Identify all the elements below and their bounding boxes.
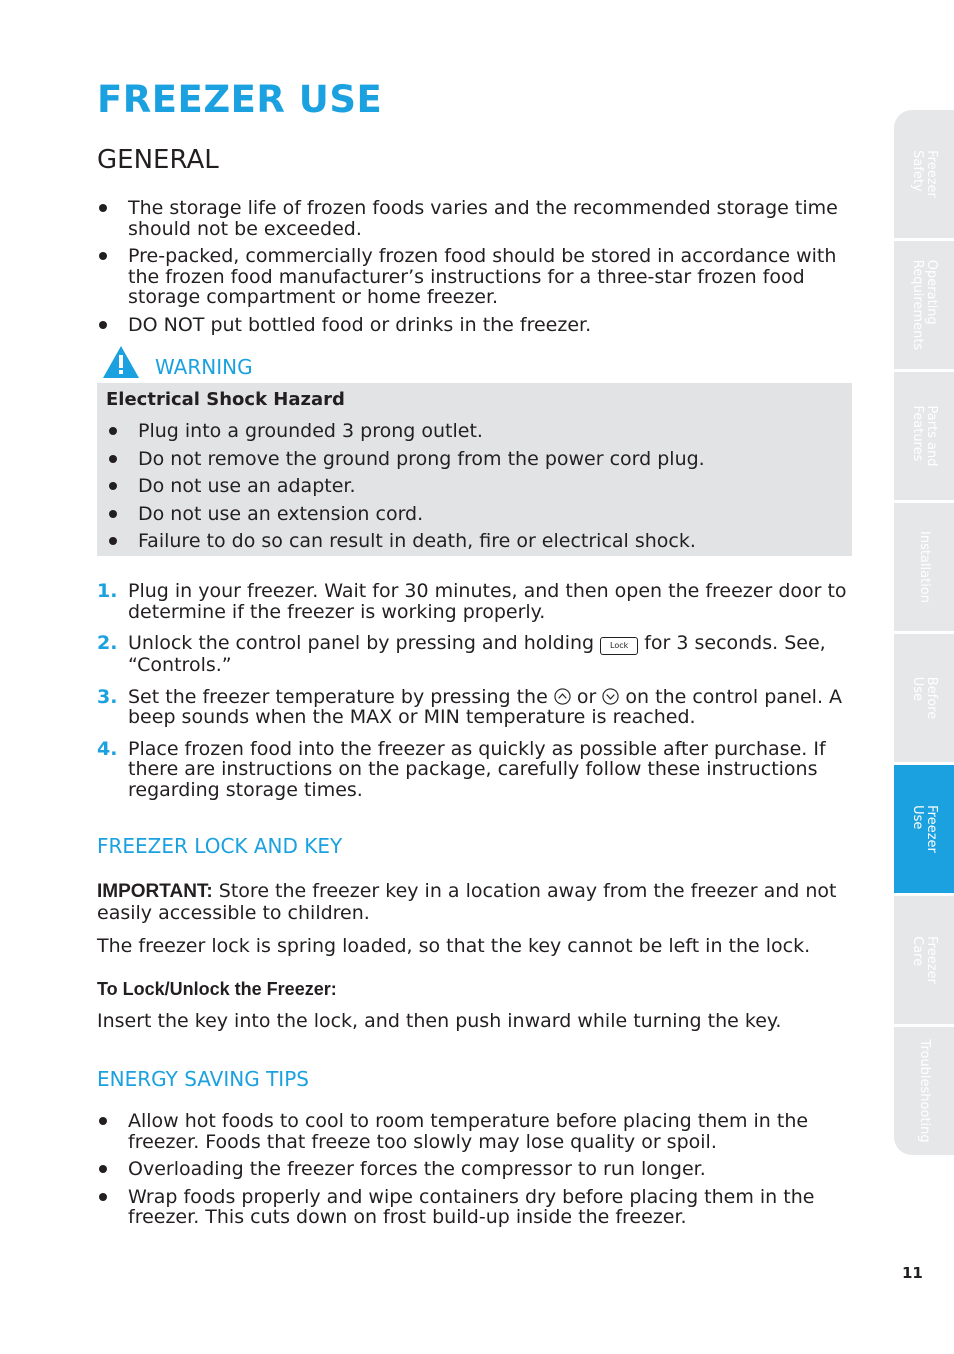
energy-heading: ENERGY SAVING TIPS xyxy=(97,1067,309,1091)
tab-freezer-care[interactable]: Freezer Care xyxy=(894,896,954,1024)
bullet-icon xyxy=(99,1193,107,1201)
step-text: or xyxy=(576,685,597,708)
warning-list-container xyxy=(107,421,847,559)
list-item: DO NOT put bottled food or drinks in the freezer. xyxy=(97,315,857,336)
bullet-icon xyxy=(109,455,117,463)
warning-label: WARNING xyxy=(155,355,253,379)
bullet-icon xyxy=(99,1117,107,1125)
general-heading: GENERAL xyxy=(97,145,219,175)
list-item: Wrap foods properly and wipe containers dry before placing them in the freezer. This cuts down on frost build-up inside the freezer. xyxy=(97,1187,857,1228)
tab-freezer-use[interactable]: Freezer Use xyxy=(894,765,954,893)
lock-instruction: Insert the key into the lock, and then push inward while turning the key. xyxy=(97,1010,782,1032)
lock-paragraph: The freezer lock is spring loaded, so that the key cannot be left in the lock. xyxy=(97,935,811,957)
bullet-icon xyxy=(99,252,107,260)
step-text: on the control panel. A beep sounds when the MAX or MIN temperature is reached. xyxy=(128,685,843,728)
tab-parts-and-features[interactable]: Parts and Features xyxy=(894,372,954,500)
list-item: Plug into a grounded 3 prong outlet. xyxy=(107,421,847,442)
tab-installation[interactable]: Installation xyxy=(894,503,954,631)
bullet-icon xyxy=(99,1165,107,1173)
bullet-icon xyxy=(109,537,117,545)
step-item xyxy=(97,687,857,728)
list-item: Failure to do so can result in death, fire or electrical shock. xyxy=(107,531,847,552)
list-item: Pre-packed, commercially frozen food should be stored in accordance with the frozen food manufacturer’s instructions for a three-star frozen food storage compartment or home freezer. xyxy=(97,246,857,308)
important-note xyxy=(97,881,857,923)
list-item: Allow hot foods to cool to room temperature before placing them in the freezer. Foods that freeze too slowly may lose quality or spoil. xyxy=(97,1111,857,1152)
step-number: 1. xyxy=(97,580,118,602)
step-text: Plug in your freezer. Wait for 30 minutes, and then open the freezer door to determine if the freezer is working properly. xyxy=(128,580,847,623)
step-text: Set the freezer temperature by pressing the xyxy=(128,685,548,708)
general-list-container xyxy=(97,198,857,342)
lock-key-heading: FREEZER LOCK AND KEY xyxy=(97,834,343,858)
step-item xyxy=(97,739,857,801)
warning-triangle-icon xyxy=(102,345,140,379)
step-number: 2. xyxy=(97,632,118,654)
step-text: Unlock the control panel by pressing and holding xyxy=(128,632,595,654)
list-item: Overloading the freezer forces the compressor to run longer. xyxy=(97,1159,857,1180)
bullet-icon xyxy=(99,321,107,329)
up-arrow-icon xyxy=(554,688,571,705)
down-arrow-icon xyxy=(602,688,619,705)
bullet-icon xyxy=(99,204,107,212)
step-text: Place frozen food into the freezer as quickly as possible after purchase. If there are instructions on the package, carefully follow these instructions regarding storage times. xyxy=(128,737,826,801)
page-number: 11 xyxy=(902,1264,923,1282)
side-tab-nav xyxy=(894,110,954,1155)
energy-list-container xyxy=(97,1111,857,1235)
important-label: IMPORTANT: xyxy=(97,881,213,902)
list-item: Do not use an adapter. xyxy=(107,476,847,497)
bullet-icon xyxy=(109,427,117,435)
bullet-icon xyxy=(109,482,117,490)
important-text: Store the freezer key in a location away from the freezer and not easily accessible to children. xyxy=(97,880,837,924)
bullet-icon xyxy=(109,510,117,518)
lock-subheading: To Lock/Unlock the Freezer: xyxy=(97,979,337,999)
tab-troubleshooting[interactable]: Troubleshooting xyxy=(894,1027,954,1155)
warning-title: Electrical Shock Hazard xyxy=(106,389,345,410)
list-item: Do not remove the ground prong from the power cord plug. xyxy=(107,449,847,470)
list-item: The storage life of frozen foods varies and the recommended storage time should not be exceeded. xyxy=(97,198,857,239)
step-item xyxy=(97,633,857,676)
step-item xyxy=(97,581,857,622)
tab-freezer-safety[interactable]: Freezer Safety xyxy=(894,110,954,238)
tab-operating-requirements[interactable]: Operating Requirements xyxy=(894,241,954,369)
step-number: 3. xyxy=(97,685,118,708)
page-title: FREEZER USE xyxy=(97,78,383,121)
tab-before-use[interactable]: Before Use xyxy=(894,634,954,762)
steps-list xyxy=(97,581,857,811)
step-number: 4. xyxy=(97,737,118,760)
list-item: Do not use an extension cord. xyxy=(107,504,847,525)
step-text: for 3 seconds. See, “Controls.” xyxy=(128,632,826,676)
lock-key-icon: Lock xyxy=(600,637,638,655)
